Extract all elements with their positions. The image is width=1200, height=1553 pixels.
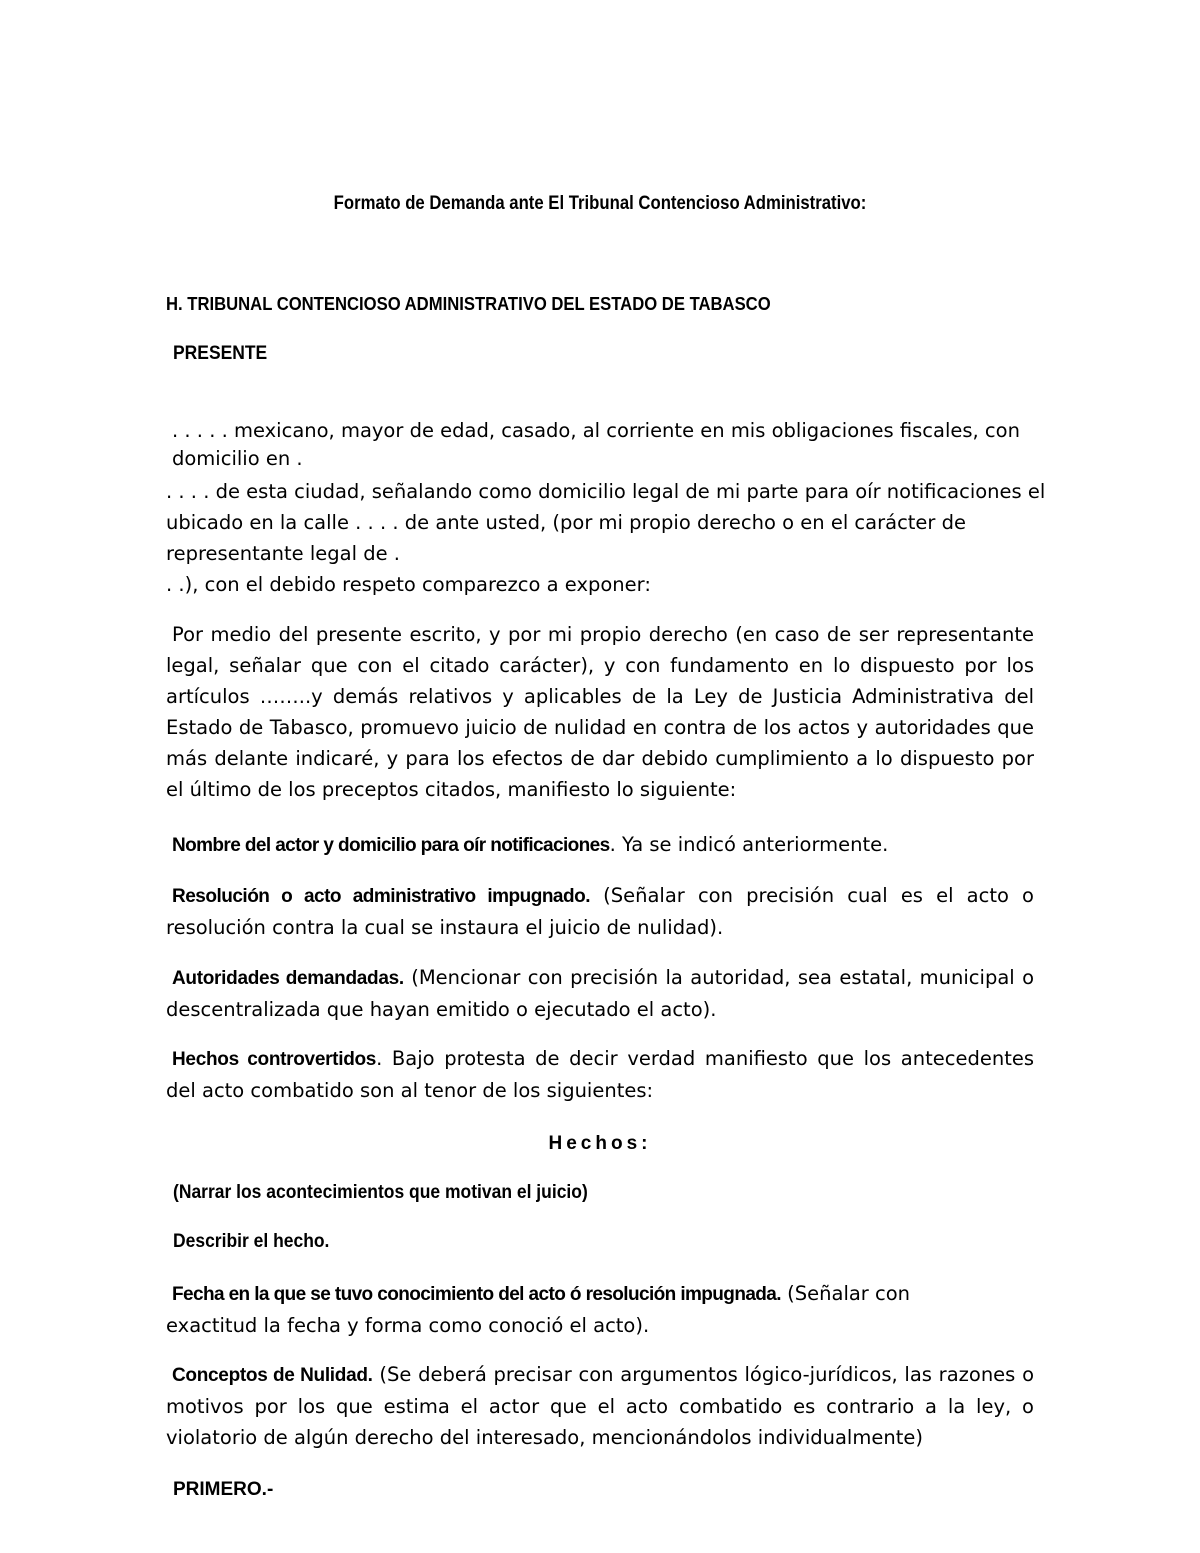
intro-line-2: domicilio en . xyxy=(172,447,303,470)
intro-line-4: ubicado en la calle . . . . de ante usted, (por mi propio derecho o en el carácter de xyxy=(166,511,967,534)
paragraph-fundamento: Por medio del presente escrito, y por mi propio derecho (en caso de ser representante legal, señalar que con el citado carácter), y con fundamento en lo dispuesto por los artículos ……..y demás relativos y aplicables de la Ley de Justicia Administrativa del Estado de Tabasco, promuevo juicio de nulidad en contra de los actos y autoridades que más delante indicaré, y para los efectos de dar debido cumplimiento a lo dispuesto por el último de los preceptos citados, manifiesto lo siguiente: xyxy=(166,623,1034,801)
intro-line-5: representante legal de . xyxy=(166,542,400,565)
autoridades-label: Autoridades demandadas. xyxy=(172,968,404,989)
paragraph-fecha xyxy=(166,1278,1034,1341)
paragraph-autoridades xyxy=(166,962,1034,1025)
conceptos-label: Conceptos de Nulidad. xyxy=(172,1365,373,1386)
presente-heading: PRESENTE xyxy=(173,343,268,364)
conceptos-text: (Se deberá precisar con argumentos lógico-jurídicos, las razones o motivos por los que estima el actor que el acto combatido es contrario a la ley, o violatorio de algún derecho del interesado, mencionándolos individualmente) xyxy=(166,1363,1034,1449)
intro-line-1: . . . . . mexicano, mayor de edad, casado, al corriente en mis obligaciones fiscales, con xyxy=(172,419,1020,442)
primero-heading: PRIMERO.- xyxy=(173,1479,274,1500)
narrar-line: (Narrar los acontecimientos que motivan el juicio) xyxy=(173,1182,588,1203)
hechos-heading: Hechos: xyxy=(548,1133,652,1154)
resolucion-label: Resolución o acto administrativo impugnado. xyxy=(172,886,590,907)
fecha-text-line-2: exactitud la fecha y forma como conoció el acto). xyxy=(166,1314,650,1337)
paragraph-hechos-controvertidos xyxy=(166,1043,1034,1106)
intro-line-3: . . . . de esta ciudad, señalando como domicilio legal de mi parte para oír notificaciones el xyxy=(166,480,1046,503)
intro-paragraph xyxy=(166,415,1046,600)
fecha-text-line-1: (Señalar con xyxy=(780,1282,911,1305)
resolucion-text: (Señalar con precisión cual es el acto o resolución contra la cual se instaura el juicio de nulidad). xyxy=(166,884,1034,939)
intro-line-6: . .), con el debido respeto comparezco a exponer: xyxy=(166,573,651,596)
describir-line: Describir el hecho. xyxy=(173,1231,330,1252)
addressee-heading: H. TRIBUNAL CONTENCIOSO ADMINISTRATIVO DEL ESTADO DE TABASCO xyxy=(166,293,771,314)
nombre-label: Nombre del actor y domicilio para oír notificaciones xyxy=(172,835,610,856)
nombre-text: . Ya se indicó anteriormente. xyxy=(609,833,889,856)
paragraph-nombre xyxy=(166,829,1034,861)
document-title: Formato de Demanda ante El Tribunal Contencioso Administrativo: xyxy=(333,193,867,214)
paragraph-resolucion xyxy=(166,880,1034,943)
hechos-controvertidos-label: Hechos controvertidos xyxy=(172,1049,377,1070)
fecha-label: Fecha en la que se tuvo conocimiento del acto ó resolución impugnada. xyxy=(172,1284,781,1305)
hechos-controvertidos-text: . Bajo protesta de decir verdad manifiesto que los antecedentes del acto combatido son al tenor de los siguientes: xyxy=(166,1047,1034,1102)
paragraph-conceptos xyxy=(166,1359,1034,1453)
autoridades-text: (Mencionar con precisión la autoridad, sea estatal, municipal o descentralizada que hayan emitido o ejecutado el acto). xyxy=(166,966,1035,1021)
